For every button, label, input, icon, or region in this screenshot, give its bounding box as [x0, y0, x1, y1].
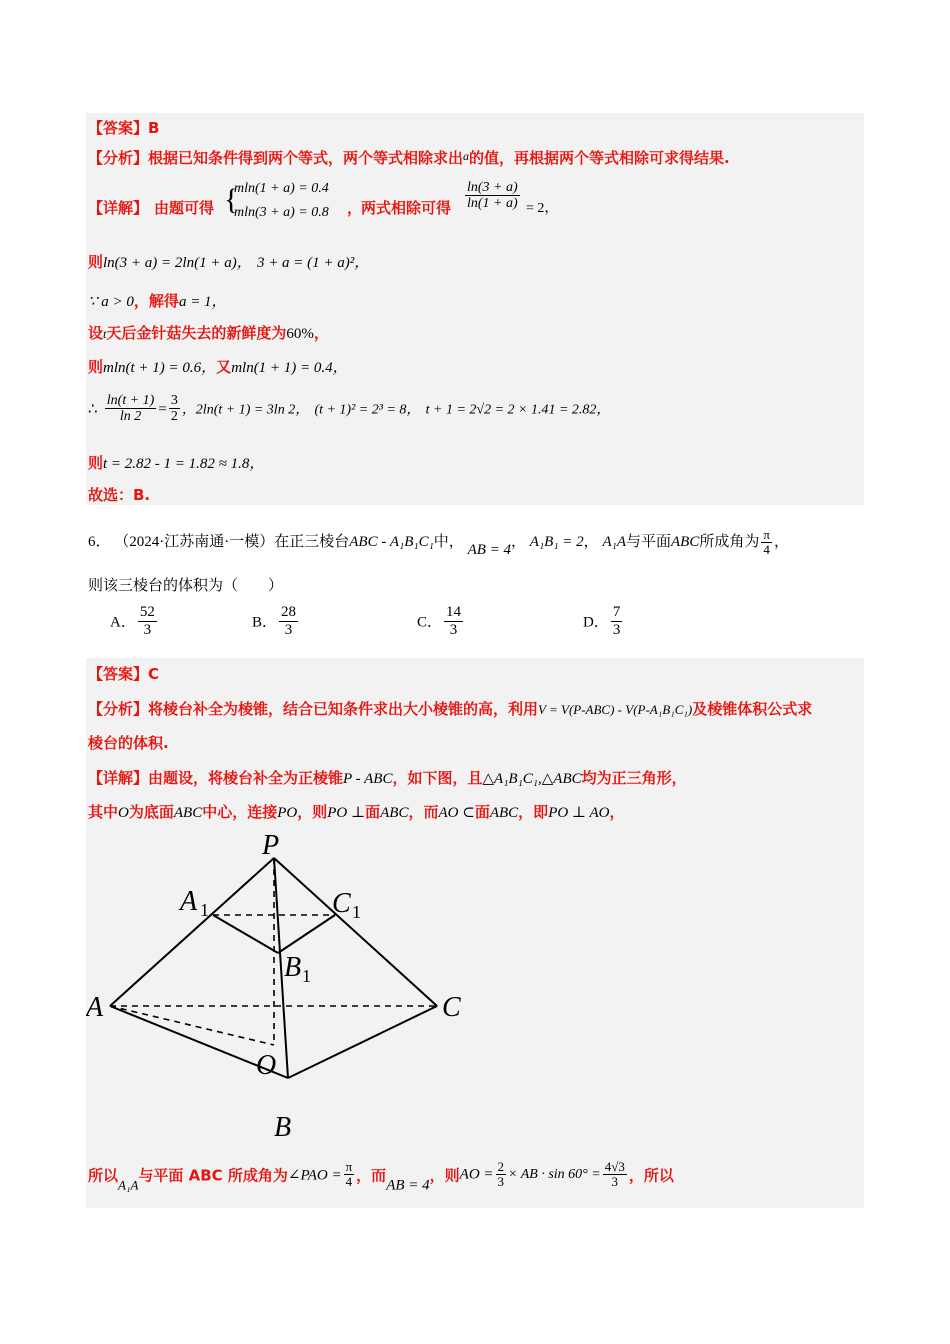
label-C1-sub: 1 [352, 902, 361, 922]
step-line-8: 则t = 2.82 - 1 = 1.82 ≈ 1.8， [88, 454, 265, 472]
analysis-line-2: 【分析】将棱台补全为棱锥，结合已知条件求出大小棱锥的高，利用V = V(P-ABC) - V(P-A₁B₁C₁)及棱锥体积公式求 [88, 700, 813, 718]
analysis-line: 【分析】根据已知条件得到两个等式，两个等式相除求出$^a$的值，再根据两个等式相除可求得结果. [88, 149, 730, 167]
step-line-4: ∵ a > 0，解得a = 1， [88, 292, 227, 310]
label-O: O [256, 1050, 277, 1081]
option-c[interactable]: C． $\frac{14}{3}$ [417, 604, 462, 638]
label-C: C [442, 992, 461, 1023]
answer-line-2: 【答案】C [88, 665, 160, 683]
step-line-5: 设t天后金针菇失去的新鲜度为60%， [88, 324, 329, 342]
final-line: 所以A₁A与平面 ABC 所成角为∠PAO = $\frac{\pi}{4}$ ，而AB = 4，则AO = $\frac{2}{3}$ × AB · sin 60° = $\frac{4√3}{3}$ ，所以 [88, 1159, 674, 1194]
option-b[interactable]: B． $\frac{28}{3}$ [252, 604, 297, 638]
label-A: A [86, 992, 104, 1023]
edge-PC [274, 858, 437, 1006]
step-line-6: 则mln(t + 1) = 0.6，又mln(1 + 1) = 0.4， [88, 358, 348, 376]
step-line-7: ∴ $\frac{\ln(t + 1)}{\ln 2}$ = $\frac{3}{2}$ ，2ln(t + 1) = 3ln 2， (t + 1)² = 2³ = 8， t + 1 = 2√2 = 2 × 1.41 = 2.82， [88, 393, 611, 425]
label-B1-sub: 1 [302, 966, 311, 986]
analysis-line-2b: 棱台的体积. [88, 734, 169, 752]
question-6-line2: 则该三棱台的体积为（ ） [88, 578, 284, 594]
question-6: 6． （2024·江苏南通·一模）在正三棱台ABC - A₁B₁C₁中， AB = 4， A₁B₁ = 2， A₁A与平面ABC所成角为 $\frac{\pi}{4}$ ， [88, 527, 789, 559]
edge-A1B1 [213, 915, 278, 953]
label-C1: C [332, 888, 351, 919]
label-P: P [262, 830, 280, 861]
edge-PA [110, 858, 274, 1006]
edge-C1B1 [278, 915, 335, 953]
option-d[interactable]: D． $\frac{7}{3}$ [583, 604, 621, 638]
option-a[interactable]: A． $\frac{52}{3}$ [110, 604, 155, 638]
label-A1-sub: 1 [200, 900, 209, 920]
label-B1: B [284, 952, 302, 983]
answer-line: 【答案】B [88, 119, 160, 137]
detail-line-3: 其中O为底面ABC中心，连接PO，则PO ⊥面ABC，而AO ⊂面ABC，即PO ⊥ AO， [88, 803, 625, 821]
edge-CB [288, 1006, 437, 1078]
detail-line-2: 【详解】由题设，将棱台补全为正棱锥P - ABC，如下图，且△A₁B₁C₁,△ABC均为正三角形， [88, 769, 687, 787]
pyramid-figure [86, 828, 486, 1148]
label-B: B [274, 1112, 292, 1143]
label-A1: A [180, 886, 198, 917]
conclusion-line: 故选：B. [88, 486, 151, 504]
step-line-3: 则ln(3 + a) = 2ln(1 + a)， 3 + a = (1 + a)²， [88, 253, 370, 271]
